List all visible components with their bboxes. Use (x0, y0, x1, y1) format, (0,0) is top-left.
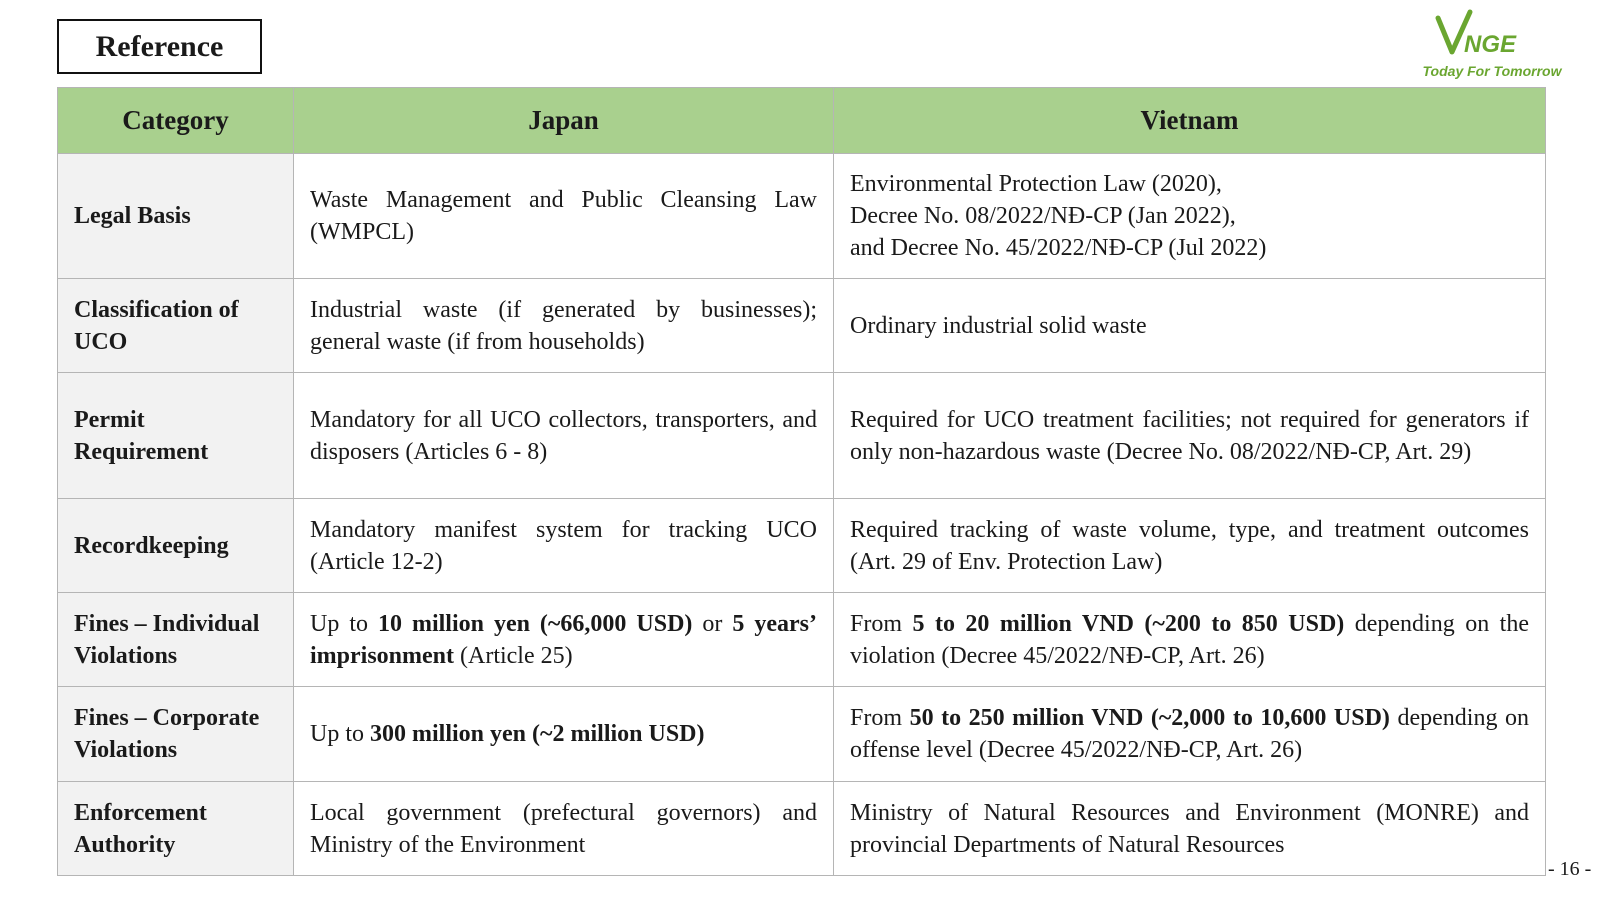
page-number: - 16 - (1548, 858, 1592, 880)
cell-text: Industrial waste (if generated by businesses); general waste (if from households) (310, 296, 817, 355)
cell-text: From (850, 705, 910, 731)
cell-text: depending on the violation (Decree 45/2022/NĐ-CP, Art. 26) (850, 610, 1529, 669)
vietnam-cell (834, 279, 1546, 373)
japan-cell (294, 279, 834, 373)
cell-text: Up to (310, 610, 378, 637)
table-row (58, 499, 1546, 593)
emphasis-text: 300 million yen (~2 million USD) (370, 721, 705, 747)
cell-text: Ordinary industrial solid waste (850, 312, 1147, 339)
japan-cell (294, 373, 834, 499)
category-cell: Legal Basis (58, 154, 294, 279)
column-header-japan: Japan (294, 88, 834, 154)
japan-cell (294, 154, 834, 279)
cell-text: From (850, 610, 913, 637)
category-cell: Permit Requirement (58, 373, 294, 499)
table-row (58, 593, 1546, 687)
logo-wordmark: NGE (1464, 31, 1517, 58)
column-header-category: Category (58, 88, 294, 154)
emphasis-text: 5 years’ imprisonment (310, 610, 817, 669)
japan-cell (294, 593, 834, 687)
category-cell: Recordkeeping (58, 499, 294, 593)
cell-text: Waste Management and Public Cleansing Law (WMPCL) (310, 187, 817, 245)
japan-cell (294, 499, 834, 593)
japan-cell (294, 782, 834, 876)
vietnam-cell (834, 593, 1546, 687)
cell-text: depending on offense level (Decree 45/2022/NĐ-CP, Art. 26) (850, 705, 1529, 763)
table-row (58, 782, 1546, 876)
cell-text: (Article 25) (454, 642, 573, 669)
category-cell: Enforcement Authority (58, 782, 294, 876)
cell-text: Required for UCO treatment facilities; not required for generators if only non-hazardous waste (Decree No. 08/2022/NĐ-CP, Art. 29) (850, 406, 1529, 465)
cell-text: Local government (prefectural governors) and Ministry of the Environment (310, 799, 817, 858)
reference-table (57, 87, 1546, 876)
cell-text: and Decree No. 45/2022/NĐ-CP (Jul 2022) (850, 235, 1267, 261)
cell-text: Decree No. 08/2022/NĐ-CP (Jan 2022), (850, 203, 1236, 229)
logo-tagline: Today For Tomorrow (1422, 63, 1562, 79)
emphasis-text: 5 to 20 million VND (~200 to 850 USD) (912, 610, 1345, 637)
table-row (58, 373, 1546, 499)
category-cell: Classification of UCO (58, 279, 294, 373)
table-row (58, 279, 1546, 373)
category-cell: Fines – Corporate Violations (58, 687, 294, 782)
cell-text: Mandatory for all UCO collectors, transporters, and disposers (Articles 6 - 8) (310, 406, 817, 465)
vietnam-cell (834, 499, 1546, 593)
column-header-vietnam: Vietnam (834, 88, 1546, 154)
emphasis-text: 50 to 250 million VND (~2,000 to 10,600 USD) (909, 705, 1390, 731)
emphasis-text: 10 million yen (~66,000 USD) (377, 610, 693, 637)
vietnam-cell (834, 687, 1546, 782)
cell-text: Environmental Protection Law (2020), (850, 171, 1222, 197)
japan-cell (294, 687, 834, 782)
cell-text: Up to (310, 721, 370, 747)
table-header-row (58, 88, 1546, 154)
table-row (58, 687, 1546, 782)
cell-text: or (692, 610, 733, 637)
vnge-logo (1412, 8, 1572, 84)
cell-text: Ministry of Natural Resources and Environment (MONRE) and provincial Departments of Natural Resources (850, 799, 1529, 858)
vietnam-cell (834, 782, 1546, 876)
cell-text: Mandatory manifest system for tracking UCO (Article 12-2) (310, 516, 817, 575)
table-row (58, 154, 1546, 279)
vietnam-cell (834, 373, 1546, 499)
vnge-logo-mark (1412, 8, 1572, 64)
vietnam-cell (834, 154, 1546, 279)
category-cell: Fines – Individual Violations (58, 593, 294, 687)
cell-text: Required tracking of waste volume, type, and treatment outcomes (Art. 29 of Env. Protection Law) (850, 516, 1529, 575)
page-title: Reference (57, 19, 262, 74)
